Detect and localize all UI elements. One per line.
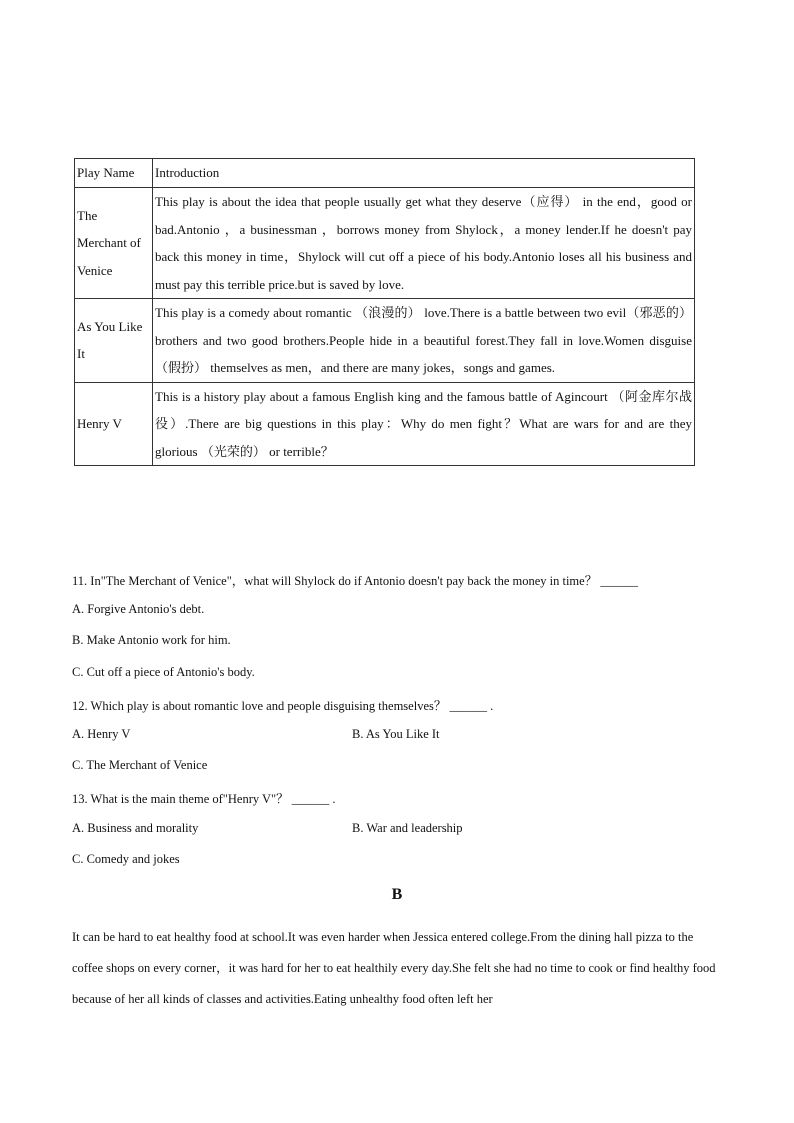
question-11: 11. In"The Merchant of Venice"，what will Shylock do if Antonio doesn't pay back the money in time？ ______ bbox=[72, 574, 638, 588]
table-header-row bbox=[75, 159, 695, 188]
play-name: Henry V bbox=[75, 382, 153, 466]
play-name: As You Like It bbox=[75, 299, 153, 383]
play-introduction: This is a history play about a famous English king and the famous battle of Agincourt （阿金库尔战役）.There are big questions in this play：Why do men fight？What are wars for and are they glorious （光荣的） or terrible？ bbox=[153, 382, 695, 466]
table-row bbox=[75, 299, 695, 383]
section-title: B bbox=[391, 886, 403, 903]
question-13: 13. What is the main theme of"Henry V"？ ______ . bbox=[72, 792, 336, 806]
question-13-option-b: B. War and leadership bbox=[352, 821, 463, 835]
table-row bbox=[75, 188, 695, 299]
question-12-option-a: A. Henry V bbox=[72, 727, 131, 741]
passage-paragraph: It can be hard to eat healthy food at school.It was even harder when Jessica entered college.From the dining hall pizza to the coffee shops on every corner，it was hard for her to eat healthily every day.She felt she had no time to cook or find healthy food because of her all kinds of classes and activities.Eating unhealthy food often left her bbox=[72, 930, 716, 1006]
question-11-option-c: C. Cut off a piece of Antonio's body. bbox=[72, 665, 255, 679]
play-name: The Merchant of Venice bbox=[75, 188, 153, 299]
question-12: 12. Which play is about romantic love and people disguising themselves？ ______ . bbox=[72, 699, 494, 713]
question-13-option-a: A. Business and morality bbox=[72, 821, 199, 835]
question-11-option-a: A. Forgive Antonio's debt. bbox=[72, 602, 205, 616]
play-introduction: This play is about the idea that people usually get what they deserve（应得） in the end，good or bad.Antonio ，a businessman ，borrows money from Shylock，a money lender.If he doesn't pay back this money in time，Shylock will cut off a piece of his body.Antonio loses all his business and must pay this terrible price.but is saved by love. bbox=[153, 188, 695, 299]
play-introduction: This play is a comedy about romantic （浪漫的） love.There is a battle between two evil（邪恶的） brothers and two good brothers.People hide in a beautiful forest.They fall in love.Women disguise （假扮） themselves as men，and there are many jokes，songs and games. bbox=[153, 299, 695, 383]
question-12-option-c: C. The Merchant of Venice bbox=[72, 758, 208, 772]
table-row bbox=[75, 382, 695, 466]
header-play-name: Play Name bbox=[75, 159, 153, 188]
question-13-option-c: C. Comedy and jokes bbox=[72, 852, 180, 866]
plays-table bbox=[74, 158, 695, 466]
question-11-option-b: B. Make Antonio work for him. bbox=[72, 633, 231, 647]
header-introduction: Introduction bbox=[153, 159, 695, 188]
question-12-option-b: B. As You Like It bbox=[352, 727, 440, 741]
